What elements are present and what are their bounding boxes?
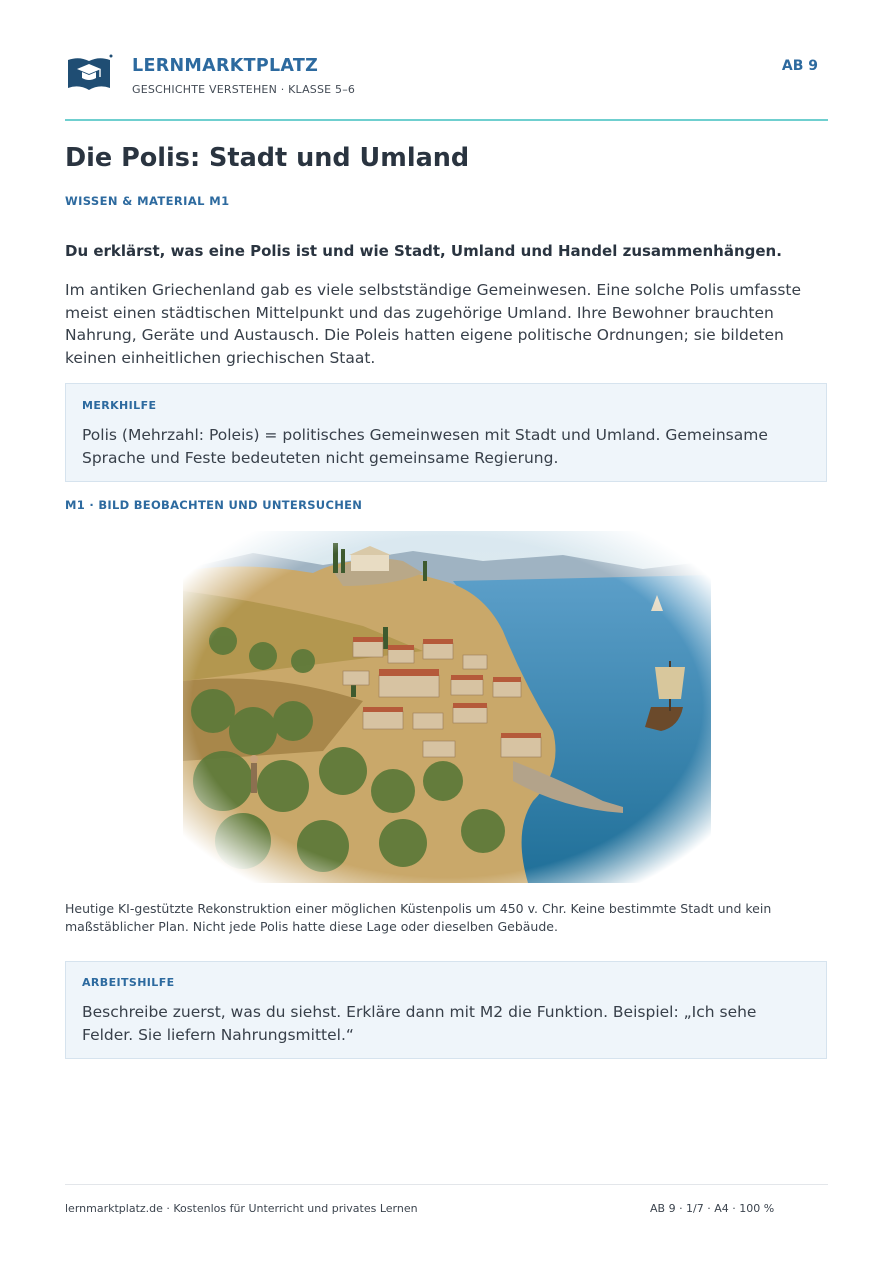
footer-divider xyxy=(65,1184,828,1185)
intro-text: Im antiken Griechenland gab es viele selbstständige Gemeinwesen. Eine solche Polis umfasste meist einen städtischen Mittelpunkt und das zugehörige Umland. Ihre Bewohner brauchten Nahrung, Geräte und Austausch. Die Poleis hatten eigene politische Ordnungen; sie bildeten keinen einheitlichen griechischen Staat. xyxy=(65,281,802,367)
merkhilfe-text: Polis (Mehrzahl: Poleis) = politisches Gemeinwesen mit Stadt und Umland. Gemeinsame Sprache und Feste bedeuteten nicht gemeinsame Regierung. xyxy=(82,426,768,467)
graduation-cap-book-icon xyxy=(65,52,113,94)
arbeitshilfe-text: Beschreibe zuerst, was du siehst. Erkläre dann mit M2 die Funktion. Beispiel: „Ich sehe Felder. Sie liefern Nahrungsmittel.“ xyxy=(82,1003,757,1044)
brand-name: LERNMARKTPLATZ xyxy=(132,56,319,76)
merkhilfe-label: MERKHILFE xyxy=(82,399,157,412)
section-kicker: WISSEN & MATERIAL M1 xyxy=(65,194,230,208)
learning-goal: Du erklärst, was eine Polis ist und wie Stadt, Umland und Handel zusammenhängen. xyxy=(65,242,782,260)
brand-subtitle: GESCHICHTE VERSTEHEN · KLASSE 5–6 xyxy=(132,83,356,96)
page-header xyxy=(65,50,828,110)
m1-caption: Heutige KI-gestützte Rekonstruktion einer möglichen Küstenpolis um 450 v. Chr. Keine bestimmte Stadt und kein maßstäblicher Plan. Nicht jede Polis hatte diese Lage oder dieselben Gebäude. xyxy=(65,901,772,934)
header-divider xyxy=(65,119,828,121)
polis-illustration xyxy=(183,531,711,883)
arbeitshilfe-box xyxy=(65,961,827,1059)
arbeitshilfe-label: ARBEITSHILFE xyxy=(82,976,175,989)
page-title: Die Polis: Stadt und Umland xyxy=(65,143,470,173)
footer-page-info: AB 9 · 1/7 · A4 · 100 % xyxy=(650,1202,775,1215)
footer-site: lernmarktplatz.de · Kostenlos für Unterricht und privates Lernen xyxy=(65,1202,418,1215)
merkhilfe-box xyxy=(65,383,827,482)
m1-heading: M1 · BILD BEOBACHTEN UND UNTERSUCHEN xyxy=(65,498,363,512)
sheet-number: AB 9 xyxy=(781,58,818,74)
